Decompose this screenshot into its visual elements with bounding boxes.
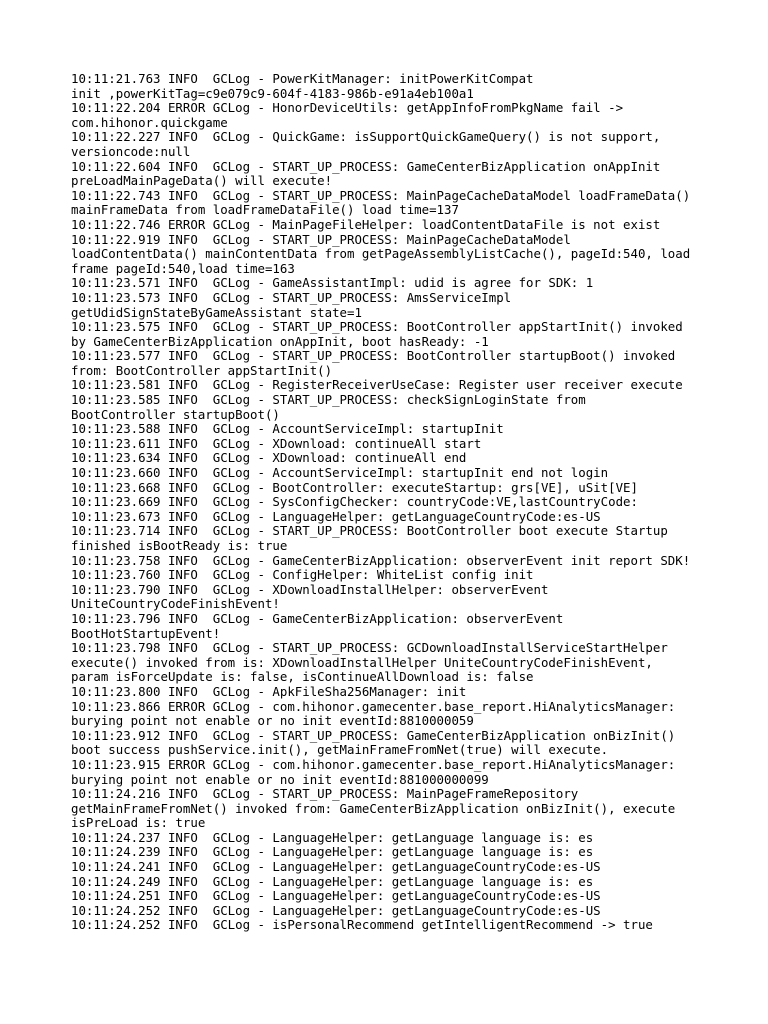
log-line: 10:11:24.251 INFO GCLog - LanguageHelper: getLanguageCountryCode:es-US <box>71 889 601 904</box>
log-line: 10:11:23.760 INFO GCLog - ConfigHelper: WhiteList config init <box>71 568 534 583</box>
log-document <box>71 72 711 933</box>
log-line: com.hihonor.quickgame <box>71 115 228 130</box>
log-line: 10:11:24.239 INFO GCLog - LanguageHelper: getLanguage language is: es <box>71 845 594 860</box>
log-line: isPreLoad is: true <box>71 816 206 831</box>
log-line: 10:11:22.227 INFO GCLog - QuickGame: isSupportQuickGameQuery() is not support, <box>71 130 661 145</box>
log-line: getMainFrameFromNet() invoked from: GameCenterBizApplication onBizInit(), execute <box>71 801 676 816</box>
log-line: 10:11:22.743 INFO GCLog - START_UP_PROCESS: MainPageCacheDataModel loadFrameData() <box>71 188 691 203</box>
log-line: by GameCenterBizApplication onAppInit, boot hasReady: -1 <box>71 334 489 349</box>
log-line: 10:11:23.796 INFO GCLog - GameCenterBizApplication: observerEvent <box>71 611 564 626</box>
log-line: preLoadMainPageData() will execute! <box>71 174 333 189</box>
log-line: BootHotStartupEvent! <box>71 626 221 641</box>
log-line: mainFrameData from loadFrameDataFile() load time=137 <box>71 203 459 218</box>
log-line: 10:11:23.912 INFO GCLog - START_UP_PROCESS: GameCenterBizApplication onBizInit() <box>71 728 676 743</box>
log-line: 10:11:23.798 INFO GCLog - START_UP_PROCESS: GCDownloadInstallServiceStartHelper <box>71 641 668 656</box>
log-line: 10:11:23.660 INFO GCLog - AccountServiceImpl: startupInit end not login <box>71 466 609 481</box>
log-line: 10:11:23.634 INFO GCLog - XDownload: continueAll end <box>71 451 467 466</box>
log-line: 10:11:24.252 INFO GCLog - LanguageHelper: getLanguageCountryCode:es-US <box>71 903 601 918</box>
log-line: 10:11:23.581 INFO GCLog - RegisterReceiverUseCase: Register user receiver execute <box>71 378 683 393</box>
log-line: 10:11:22.919 INFO GCLog - START_UP_PROCESS: MainPageCacheDataModel <box>71 232 571 247</box>
log-line: from: BootController appStartInit() <box>71 363 333 378</box>
log-line: 10:11:22.204 ERROR GCLog - HonorDeviceUtils: getAppInfoFromPkgName fail -> <box>71 101 624 116</box>
log-line: 10:11:23.588 INFO GCLog - AccountServiceImpl: startupInit <box>71 422 504 437</box>
log-line: 10:11:23.714 INFO GCLog - START_UP_PROCESS: BootController boot execute Startup <box>71 524 668 539</box>
log-line: 10:11:24.252 INFO GCLog - isPersonalRecommend getIntelligentRecommend -> true <box>71 918 653 933</box>
log-line: param isForceUpdate is: false, isContinueAllDownload is: false <box>71 670 534 685</box>
log-line: 10:11:24.237 INFO GCLog - LanguageHelper: getLanguage language is: es <box>71 830 594 845</box>
log-line: 10:11:23.571 INFO GCLog - GameAssistantImpl: udid is agree for SDK: 1 <box>71 276 594 291</box>
log-line: loadContentData() mainContentData from getPageAssemblyListCache(), pageId:540, load <box>71 247 691 262</box>
log-line: 10:11:22.746 ERROR GCLog - MainPageFileHelper: loadContentDataFile is not exist <box>71 217 661 232</box>
log-line: 10:11:23.758 INFO GCLog - GameCenterBizApplication: observerEvent init report SDK! <box>71 553 691 568</box>
log-line: 10:11:23.800 INFO GCLog - ApkFileSha256Manager: init <box>71 684 467 699</box>
log-line: frame pageId:540,load time=163 <box>71 261 295 276</box>
log-line: 10:11:23.611 INFO GCLog - XDownload: continueAll start <box>71 436 482 451</box>
log-line: 10:11:22.604 INFO GCLog - START_UP_PROCESS: GameCenterBizApplication onAppInit <box>71 159 661 174</box>
log-line: boot success pushService.init(), getMainFrameFromNet(true) will execute. <box>71 743 609 758</box>
log-line: 10:11:23.673 INFO GCLog - LanguageHelper: getLanguageCountryCode:es-US <box>71 509 601 524</box>
log-line: 10:11:23.577 INFO GCLog - START_UP_PROCESS: BootController startupBoot() invoked <box>71 349 676 364</box>
log-line: 10:11:23.575 INFO GCLog - START_UP_PROCESS: BootController appStartInit() invoked <box>71 320 683 335</box>
log-line: 10:11:23.585 INFO GCLog - START_UP_PROCESS: checkSignLoginState from <box>71 393 586 408</box>
log-line: burying point not enable or no init eventId:881000000099 <box>71 772 489 787</box>
log-line: getUdidSignStateByGameAssistant state=1 <box>71 305 362 320</box>
log-line: UniteCountryCodeFinishEvent! <box>71 597 280 612</box>
log-line: 10:11:23.668 INFO GCLog - BootController: executeStartup: grs[VE], uSit[VE] <box>71 480 638 495</box>
log-line: 10:11:23.573 INFO GCLog - START_UP_PROCESS: AmsServiceImpl <box>71 290 512 305</box>
log-line: versioncode:null <box>71 144 191 159</box>
log-line: init ,powerKitTag=c9e079c9-604f-4183-986b-e91a4eb100a1 <box>71 86 474 101</box>
log-line: 10:11:23.790 INFO GCLog - XDownloadInstallHelper: observerEvent <box>71 582 549 597</box>
log-line: 10:11:24.241 INFO GCLog - LanguageHelper: getLanguageCountryCode:es-US <box>71 860 601 875</box>
log-line: 10:11:23.866 ERROR GCLog - com.hihonor.gamecenter.base_report.HiAnalyticsManager: <box>71 699 676 714</box>
log-line: 10:11:23.669 INFO GCLog - SysConfigChecker: countryCode:VE,lastCountryCode: <box>71 495 638 510</box>
log-line: finished isBootReady is: true <box>71 539 288 553</box>
log-line: execute() invoked from is: XDownloadInstallHelper UniteCountryCodeFinishEvent, <box>71 655 653 670</box>
log-line: 10:11:24.249 INFO GCLog - LanguageHelper: getLanguage language is: es <box>71 874 594 889</box>
log-line: 10:11:23.915 ERROR GCLog - com.hihonor.gamecenter.base_report.HiAnalyticsManager: <box>71 757 676 772</box>
log-line: 10:11:24.216 INFO GCLog - START_UP_PROCESS: MainPageFrameRepository <box>71 787 579 802</box>
log-line: 10:11:21.763 INFO GCLog - PowerKitManager: initPowerKitCompat <box>71 72 534 86</box>
log-line: BootController startupBoot() <box>71 407 280 422</box>
log-line: burying point not enable or no init eventId:8810000059 <box>71 714 474 729</box>
